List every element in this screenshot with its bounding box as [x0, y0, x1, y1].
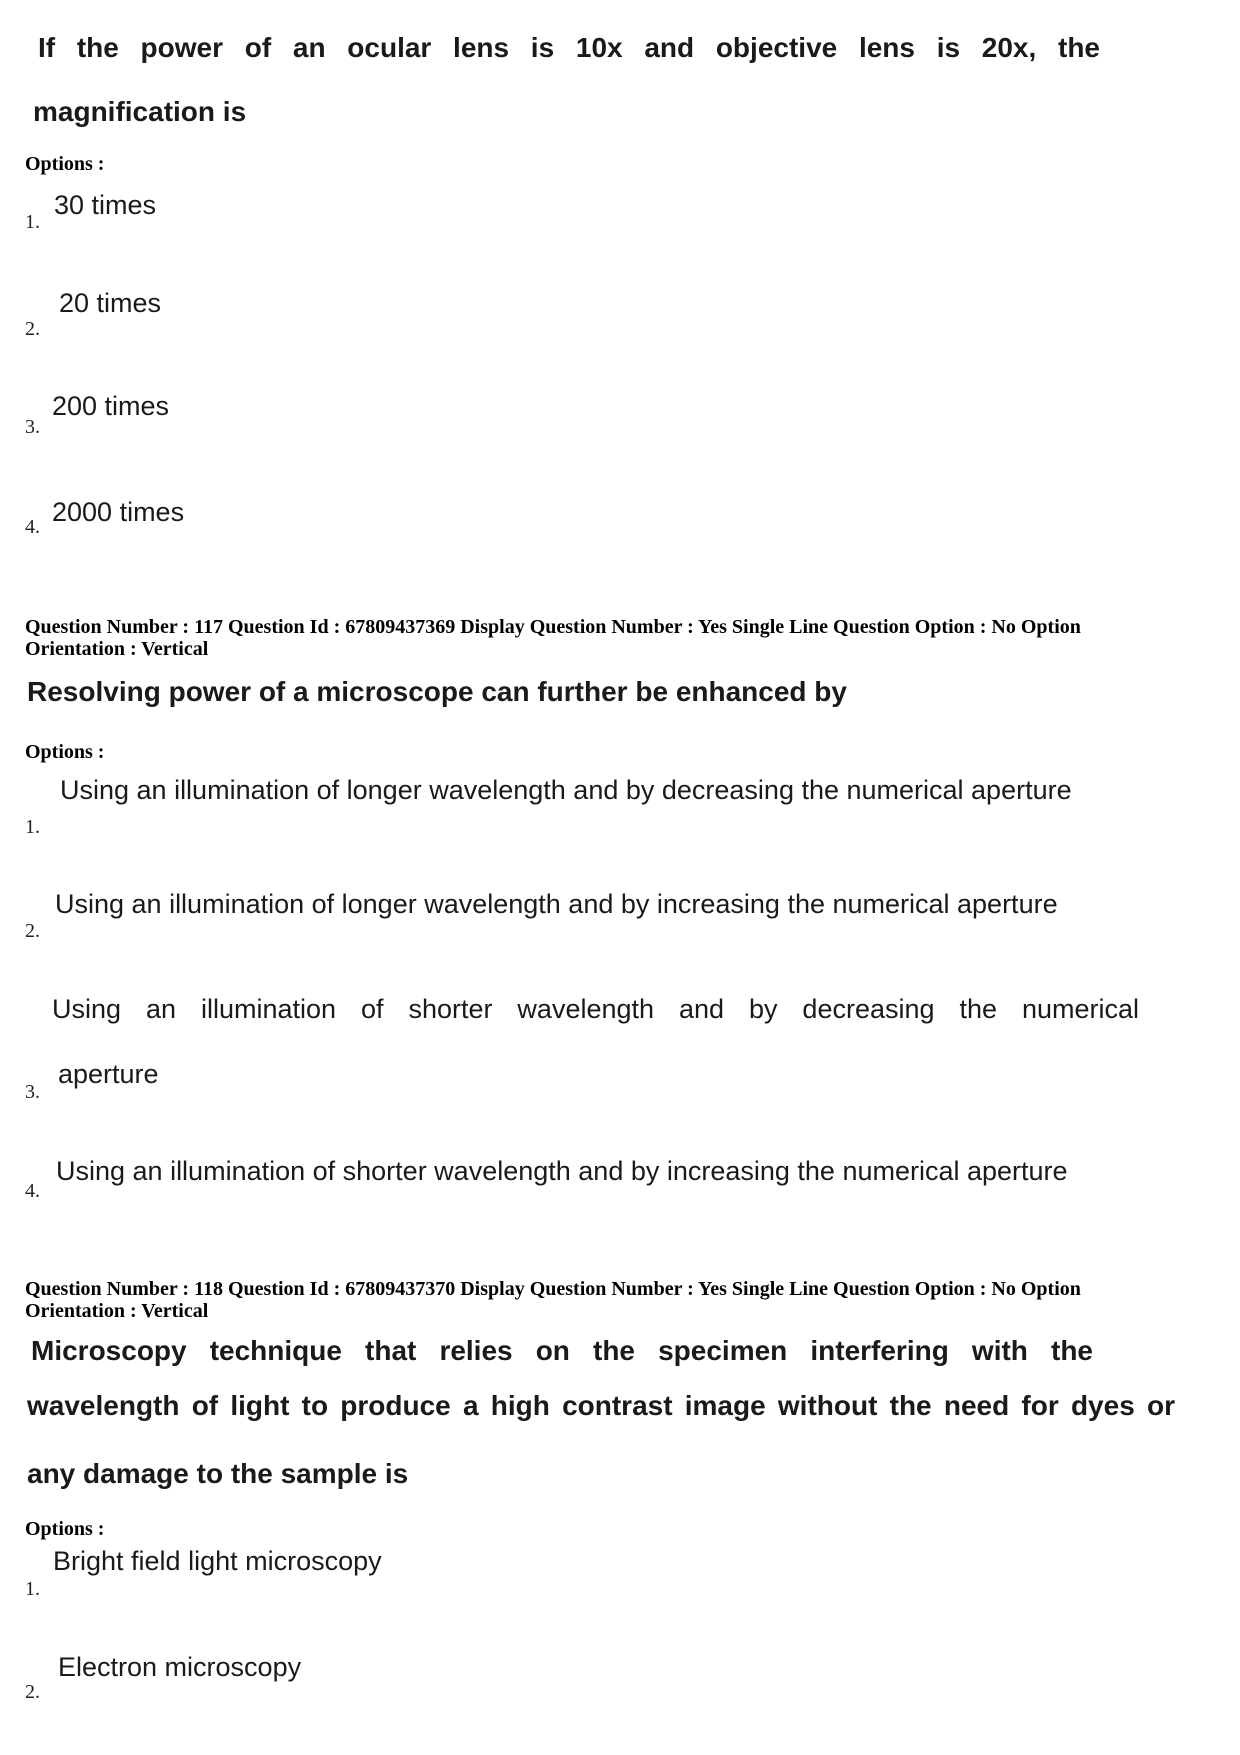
q2-option-3-number: 3. [25, 1081, 40, 1103]
q3-meta-line1: Question Number : 118 Question Id : 67809437370 Display Question Number : Yes Single Line Question Option : No Option [25, 1278, 1081, 1300]
q1-option-1-text: 30 times [54, 190, 157, 220]
q3-option-1-number: 1. [25, 1578, 40, 1600]
q2-meta-line1: Question Number : 117 Question Id : 67809437369 Display Question Number : Yes Single Line Question Option : No Option [25, 616, 1081, 638]
q3-option-1-text: Bright field light microscopy [53, 1546, 382, 1576]
q2-option-1-text: Using an illumination of longer wavelength and by decreasing the numerical aperture [60, 775, 1072, 805]
q3-meta-line2: Orientation : Vertical [25, 1300, 209, 1322]
q2-option-1-number: 1. [25, 816, 40, 838]
q3-option-2-number: 2. [25, 1681, 40, 1703]
q2-option-4-number: 4. [25, 1180, 40, 1202]
q1-option-2-number: 2. [25, 318, 40, 340]
q3-stem-line1: Microscopy technique that relies on the specimen interfering with the [31, 1335, 1093, 1366]
q1-option-3-text: 200 times [52, 391, 170, 421]
q2-options-label: Options : [25, 741, 105, 763]
q2-option-3-text-line1: Using an illumination of shorter wavelength and by decreasing the numerical [52, 994, 1139, 1024]
q3-option-2-text: Electron microscopy [58, 1652, 302, 1682]
q1-option-1-number: 1. [25, 211, 40, 233]
q2-option-2-number: 2. [25, 920, 40, 942]
q3-options-label: Options : [25, 1518, 105, 1540]
q1-options-label: Options : [25, 153, 105, 175]
q1-option-2-text: 20 times [59, 288, 162, 318]
q2-option-3-text-line2: aperture [58, 1059, 159, 1089]
q2-option-2-text: Using an illumination of longer wavelength and by increasing the numerical aperture [55, 889, 1058, 919]
q2-meta-line2: Orientation : Vertical [25, 638, 209, 660]
q2-stem-line1: Resolving power of a microscope can further be enhanced by [27, 676, 847, 707]
q1-stem-line1: If the power of an ocular lens is 10x and objective lens is 20x, the [38, 32, 1100, 63]
q3-stem-line3: any damage to the sample is [27, 1458, 409, 1489]
q3-stem-line2: wavelength of light to produce a high contrast image without the need for dyes or [27, 1390, 1175, 1421]
q1-stem-line2: magnification is [33, 96, 247, 127]
q2-option-4-text: Using an illumination of shorter wavelength and by increasing the numerical aperture [56, 1156, 1068, 1186]
q1-option-3-number: 3. [25, 416, 40, 438]
q1-option-4-number: 4. [25, 516, 40, 538]
q1-option-4-text: 2000 times [52, 497, 185, 527]
